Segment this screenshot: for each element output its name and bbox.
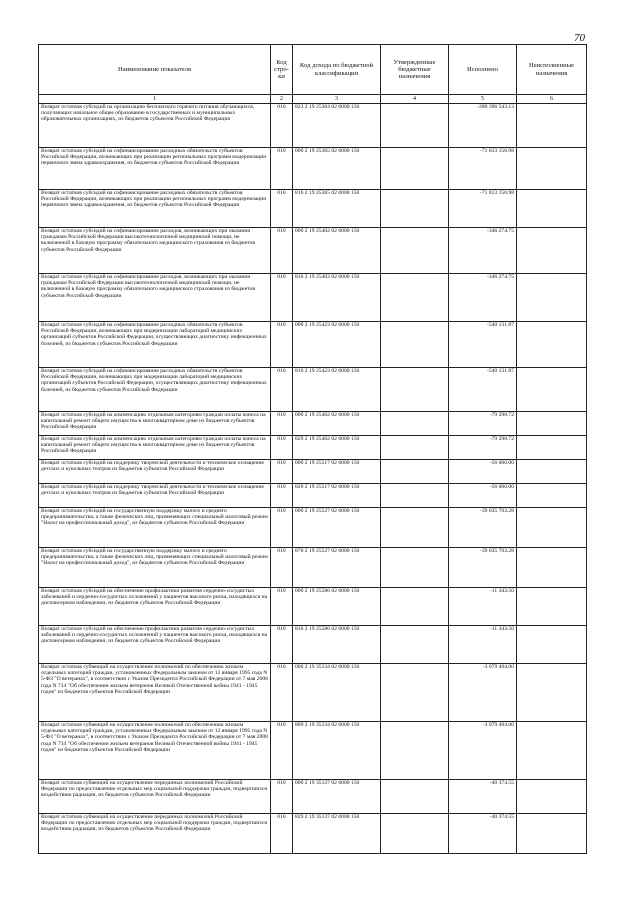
approved-value <box>381 588 449 626</box>
indicator-name: Возврат остатков субсидий на софинансирование расходных обязательств субъектов Российской Федерации, возникающих при модернизации лабораторий медицинских организаций субъектов Российской Федерации, осуществляющих диагностику инфекционных болезней, из бюджетов субъектов Российской Федерации <box>39 368 271 412</box>
line-code: 010 <box>271 508 293 548</box>
approved-value <box>381 412 449 436</box>
indicator-name: Возврат остатков субсидий на обеспечение профилактики развития сердечно-сосудистых заболеваний и сердечно-сосудистых осложнений у пациентов высокого риска, находящихся на диспансерном наблюдении, из бюджетов субъектов Российской Федерации <box>39 626 271 664</box>
unexecuted-value <box>517 368 587 412</box>
header-executed: Исполнено <box>449 45 517 95</box>
line-code: 010 <box>271 814 293 854</box>
header-name: Наименование показателя <box>39 45 271 95</box>
approved-value <box>381 228 449 274</box>
unexecuted-value <box>517 148 587 190</box>
page-number: 70 <box>574 32 585 44</box>
approved-value <box>381 484 449 508</box>
unexecuted-value <box>517 814 587 854</box>
table-row <box>39 436 587 460</box>
approved-value <box>381 274 449 322</box>
approved-value <box>381 148 449 190</box>
indicator-name: Возврат остатков субвенций на осуществление переданных полномочий Российской Федерации по предоставлению отдельных мер социальной поддержки граждан, подвергшихся воздействию радиации, из бюджетов субъектов Российской Федерации <box>39 780 271 814</box>
line-code: 010 <box>271 588 293 626</box>
line-code: 010 <box>271 104 293 148</box>
header-approved: Утвержденные бюджетные назначения <box>381 45 449 95</box>
income-code: 000 2 19 25527 02 0000 150 <box>293 508 381 548</box>
income-code: 000 2 19 25517 02 0000 150 <box>293 460 381 484</box>
table-row <box>39 722 587 780</box>
table-row <box>39 548 587 588</box>
indicator-name: Возврат остатков субсидий на компенсацию отдельным категориям граждан оплаты взноса на капитальный ремонт общего имущества в многоквартирном доме из бюджетов субъектов Российской Федерации <box>39 412 271 436</box>
income-code: 829 2 19 25462 02 0000 150 <box>293 436 381 460</box>
table-row <box>39 104 587 148</box>
column-numbers-row <box>39 95 587 104</box>
income-code: 000 2 19 35137 02 0000 150 <box>293 780 381 814</box>
indicator-name: Возврат остатков субсидий на поддержку творческой деятельности и техническое оснащение детских и кукольных театров из бюджетов субъектов Российской Федерации <box>39 484 271 508</box>
line-code: 010 <box>271 412 293 436</box>
executed-value: -79 298.72 <box>449 412 517 436</box>
unexecuted-value <box>517 274 587 322</box>
executed-value: -71 813 156.98 <box>449 148 517 190</box>
line-code: 010 <box>271 228 293 274</box>
approved-value <box>381 508 449 548</box>
indicator-name: Возврат остатков субсидий на софинансирование расходных обязательств субъектов Российской Федерации, возникающих при модернизации лабораторий медицинских организаций субъектов Российской Федерации, осуществляющих диагностику инфекционных болезней, из бюджетов субъектов Российской Федерации <box>39 322 271 368</box>
table-row <box>39 588 587 626</box>
unexecuted-value <box>517 436 587 460</box>
table-row <box>39 484 587 508</box>
income-code: 816 2 19 25365 02 0000 150 <box>293 190 381 228</box>
line-code: 010 <box>271 368 293 412</box>
executed-value: -79 298.72 <box>449 436 517 460</box>
unexecuted-value <box>517 228 587 274</box>
table-row <box>39 274 587 322</box>
approved-value <box>381 780 449 814</box>
executed-value: -540 131.87 <box>449 368 517 412</box>
budget-report-table <box>38 44 587 854</box>
indicator-name: Возврат остатков субсидий на софинансирование расходных обязательств субъектов Российской Федерации, возникающих при реализации региональных программ модернизации первичного звена здравоохранения, из бюджетов субъектов Российской Федерации <box>39 190 271 228</box>
executed-value: -40 374.55 <box>449 814 517 854</box>
income-code: 809 2 19 35134 02 0000 150 <box>293 722 381 780</box>
approved-value <box>381 664 449 722</box>
indicator-name: Возврат остатков субсидий на поддержку творческой деятельности и техническое оснащение детских и кукольных театров из бюджетов субъектов Российской Федерации <box>39 460 271 484</box>
column-number: 5 <box>449 95 517 104</box>
approved-value <box>381 460 449 484</box>
table-row <box>39 664 587 722</box>
unexecuted-value <box>517 104 587 148</box>
line-code: 010 <box>271 484 293 508</box>
header-code: Код стро-ки <box>271 45 293 95</box>
income-code: 000 2 19 25365 02 0000 150 <box>293 148 381 190</box>
unexecuted-value <box>517 626 587 664</box>
table-row <box>39 322 587 368</box>
executed-value: -540 131.87 <box>449 322 517 368</box>
line-code: 010 <box>271 274 293 322</box>
header-income-code: Код дохода по бюджетной классификации <box>293 45 381 95</box>
income-code: 000 2 19 25423 02 0000 150 <box>293 322 381 368</box>
executed-value: -280 396 543.13 <box>449 104 517 148</box>
executed-value: -3 079 404.00 <box>449 722 517 780</box>
approved-value <box>381 722 449 780</box>
income-code: 816 2 19 25423 02 0000 150 <box>293 368 381 412</box>
column-number: 2 <box>271 95 293 104</box>
line-code: 010 <box>271 664 293 722</box>
income-code: 820 2 19 25517 02 0000 150 <box>293 484 381 508</box>
table-row <box>39 780 587 814</box>
indicator-name: Возврат остатков субвенций на осуществление полномочий по обеспечению жильем отдельных категорий граждан, установленных Федеральным законом от 12 января 1995 года N 5-ФЗ "О ветеранах", в соответствии с Указом Президента Российской Федерации от 7 мая 2008 года N 714 "Об обеспечении жильем ветеранов Великой Отечественной войны 1941 - 1945 годов" из бюджетов субъектов Российской Федерации <box>39 664 271 722</box>
table-row <box>39 190 587 228</box>
line-code: 010 <box>271 626 293 664</box>
approved-value <box>381 322 449 368</box>
executed-value: -40 374.55 <box>449 780 517 814</box>
indicator-name: Возврат остатков субсидий на организацию бесплатного горячего питания обучающихся, получающих начальное общее образование в государственных и муниципальных образовательных организациях, из бюджетов субъектов Российской Федерации <box>39 104 271 148</box>
income-code: 000 2 19 35134 02 0000 150 <box>293 664 381 722</box>
table-row <box>39 228 587 274</box>
table-row <box>39 412 587 436</box>
line-code: 010 <box>271 460 293 484</box>
line-code: 010 <box>271 322 293 368</box>
income-code: 816 2 19 25586 02 0000 150 <box>293 626 381 664</box>
indicator-name: Возврат остатков субсидий на софинансирование расходов, возникающих при оказании гражданам Российской Федерации высокотехнологичной медицинской помощи, не включенной в базовую программу обязательного медицинского страхования из бюджетов субъектов Российской Федерации <box>39 274 271 322</box>
indicator-name: Возврат остатков субвенций на осуществление переданных полномочий Российской Федерации по предоставлению отдельных мер социальной поддержки граждан, подвергшихся воздействию радиации, из бюджетов субъектов Российской Федерации <box>39 814 271 854</box>
indicator-name: Возврат остатков субсидий на софинансирование расходных обязательств субъектов Российской Федерации, возникающих при реализации региональных программ модернизации первичного звена здравоохранения, из бюджетов субъектов Российской Федерации <box>39 148 271 190</box>
executed-value: -3 079 404.00 <box>449 664 517 722</box>
executed-value: -11 343.50 <box>449 626 517 664</box>
executed-value: -346 274.75 <box>449 274 517 322</box>
income-code: 823 2 19 25304 02 0000 150 <box>293 104 381 148</box>
unexecuted-value <box>517 588 587 626</box>
indicator-name: Возврат остатков субсидий на компенсацию отдельным категориям граждан оплаты взноса на капитальный ремонт общего имущества в многоквартирном доме из бюджетов субъектов Российской Федерации <box>39 436 271 460</box>
unexecuted-value <box>517 508 587 548</box>
approved-value <box>381 104 449 148</box>
table-row <box>39 626 587 664</box>
executed-value: -11 343.50 <box>449 588 517 626</box>
executed-value: -346 274.75 <box>449 228 517 274</box>
line-code: 010 <box>271 436 293 460</box>
approved-value <box>381 368 449 412</box>
column-number: 4 <box>381 95 449 104</box>
income-code: 000 2 19 25402 02 0000 150 <box>293 228 381 274</box>
unexecuted-value <box>517 460 587 484</box>
income-code: 000 2 19 25462 02 0000 150 <box>293 412 381 436</box>
table-row <box>39 814 587 854</box>
unexecuted-value <box>517 780 587 814</box>
indicator-name: Возврат остатков субвенций на осуществление полномочий по обеспечению жильем отдельных категорий граждан, установленных Федеральным законом от 12 января 1995 года N 5-ФЗ "О ветеранах", в соответствии с Указом Президента Российской Федерации от 7 мая 2008 года N 714 "Об обеспечении жильем ветеранов Великой Отечественной войны 1941 - 1945 годов" из бюджетов субъектов Российской Федерации <box>39 722 271 780</box>
approved-value <box>381 548 449 588</box>
executed-value: -71 813 156.98 <box>449 190 517 228</box>
line-code: 010 <box>271 190 293 228</box>
income-code: 870 2 19 25527 02 0000 150 <box>293 548 381 588</box>
unexecuted-value <box>517 484 587 508</box>
line-code: 010 <box>271 780 293 814</box>
header-unexecuted: Неисполненные назначения <box>517 45 587 95</box>
indicator-name: Возврат остатков субсидий на софинансирование расходов, возникающих при оказании гражданам Российской Федерации высокотехнологичной медицинской помощи, не включенной в базовую программу обязательного медицинского страхования из бюджетов субъектов Российской Федерации <box>39 228 271 274</box>
indicator-name: Возврат остатков субсидий на государственную поддержку малого и среднего предпринимательства, а также физических лиц, применяющих специальный налоговый режим "Налог на профессиональный доход", из бюджетов субъектов Российской Федерации <box>39 548 271 588</box>
column-number: 3 <box>293 95 381 104</box>
unexecuted-value <box>517 548 587 588</box>
unexecuted-value <box>517 722 587 780</box>
indicator-name: Возврат остатков субсидий на обеспечение профилактики развития сердечно-сосудистых заболеваний и сердечно-сосудистых осложнений у пациентов высокого риска, находящихся на диспансерном наблюдении, из бюджетов субъектов Российской Федерации <box>39 588 271 626</box>
line-code: 010 <box>271 548 293 588</box>
approved-value <box>381 814 449 854</box>
approved-value <box>381 626 449 664</box>
executed-value: -39 035 703.28 <box>449 508 517 548</box>
indicator-name: Возврат остатков субсидий на государственную поддержку малого и среднего предпринимательства, а также физических лиц, применяющих специальный налоговый режим "Налог на профессиональный доход", из бюджетов субъектов Российской Федерации <box>39 508 271 548</box>
table-row <box>39 368 587 412</box>
income-code: 000 2 19 25586 02 0000 150 <box>293 588 381 626</box>
table-row <box>39 460 587 484</box>
unexecuted-value <box>517 412 587 436</box>
income-code: 829 2 19 35137 02 0000 150 <box>293 814 381 854</box>
unexecuted-value <box>517 322 587 368</box>
line-code: 010 <box>271 722 293 780</box>
table-row <box>39 148 587 190</box>
executed-value: -56 000.00 <box>449 460 517 484</box>
executed-value: -39 035 703.28 <box>449 548 517 588</box>
unexecuted-value <box>517 190 587 228</box>
column-number: 6 <box>517 95 587 104</box>
executed-value: -56 000.00 <box>449 484 517 508</box>
income-code: 816 2 19 25402 02 0000 150 <box>293 274 381 322</box>
approved-value <box>381 436 449 460</box>
unexecuted-value <box>517 664 587 722</box>
approved-value <box>381 190 449 228</box>
column-number: 1 <box>39 95 271 104</box>
line-code: 010 <box>271 148 293 190</box>
table-row <box>39 508 587 548</box>
